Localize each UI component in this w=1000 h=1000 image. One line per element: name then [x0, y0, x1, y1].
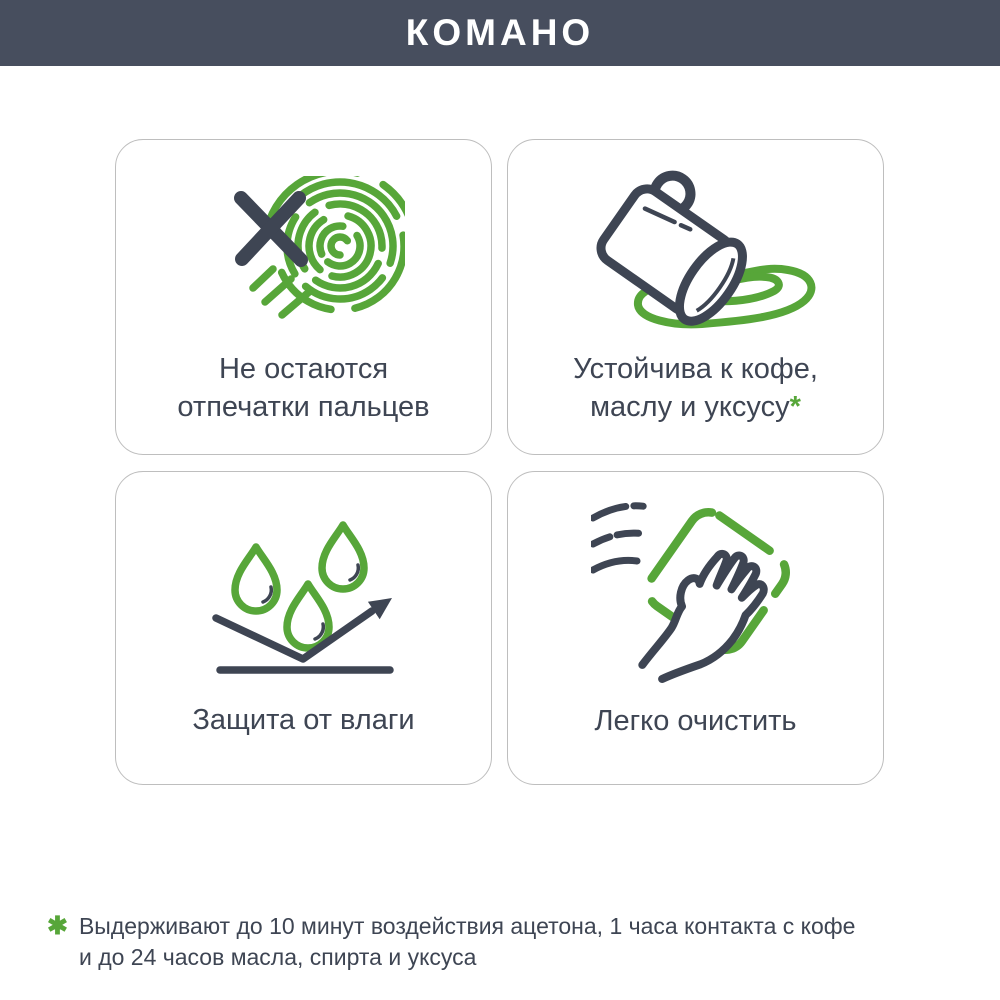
- footnote: [47, 911, 957, 973]
- brand-title: КОМАНО: [405, 12, 595, 53]
- spill-resistant-icon: [578, 167, 828, 337]
- card-caption: Не остаются отпечатки пальцев: [177, 353, 430, 423]
- header-bar: [0, 0, 1000, 66]
- feature-card-easy-clean: [507, 471, 884, 785]
- feature-card-moisture-protection: [115, 471, 492, 785]
- no-fingerprints-icon: [215, 176, 405, 328]
- easy-clean-icon: [591, 478, 801, 685]
- footnote-asterisk-icon: ✱: [47, 912, 68, 940]
- feature-card-no-fingerprints: [115, 139, 492, 455]
- card-caption: Легко очистить: [594, 704, 797, 737]
- feature-card-spill-resistant: [507, 139, 884, 455]
- card-caption: Защита от влаги: [192, 703, 415, 736]
- card-caption: Устойчива к кофе, маслу и уксусу*: [573, 353, 818, 423]
- footnote-text: Выдерживают до 10 минут воздействия ацетона, 1 часа контакта с кофе и до 24 часов масла, спирта и уксуса: [78, 913, 856, 970]
- moisture-protection-icon: [204, 498, 404, 683]
